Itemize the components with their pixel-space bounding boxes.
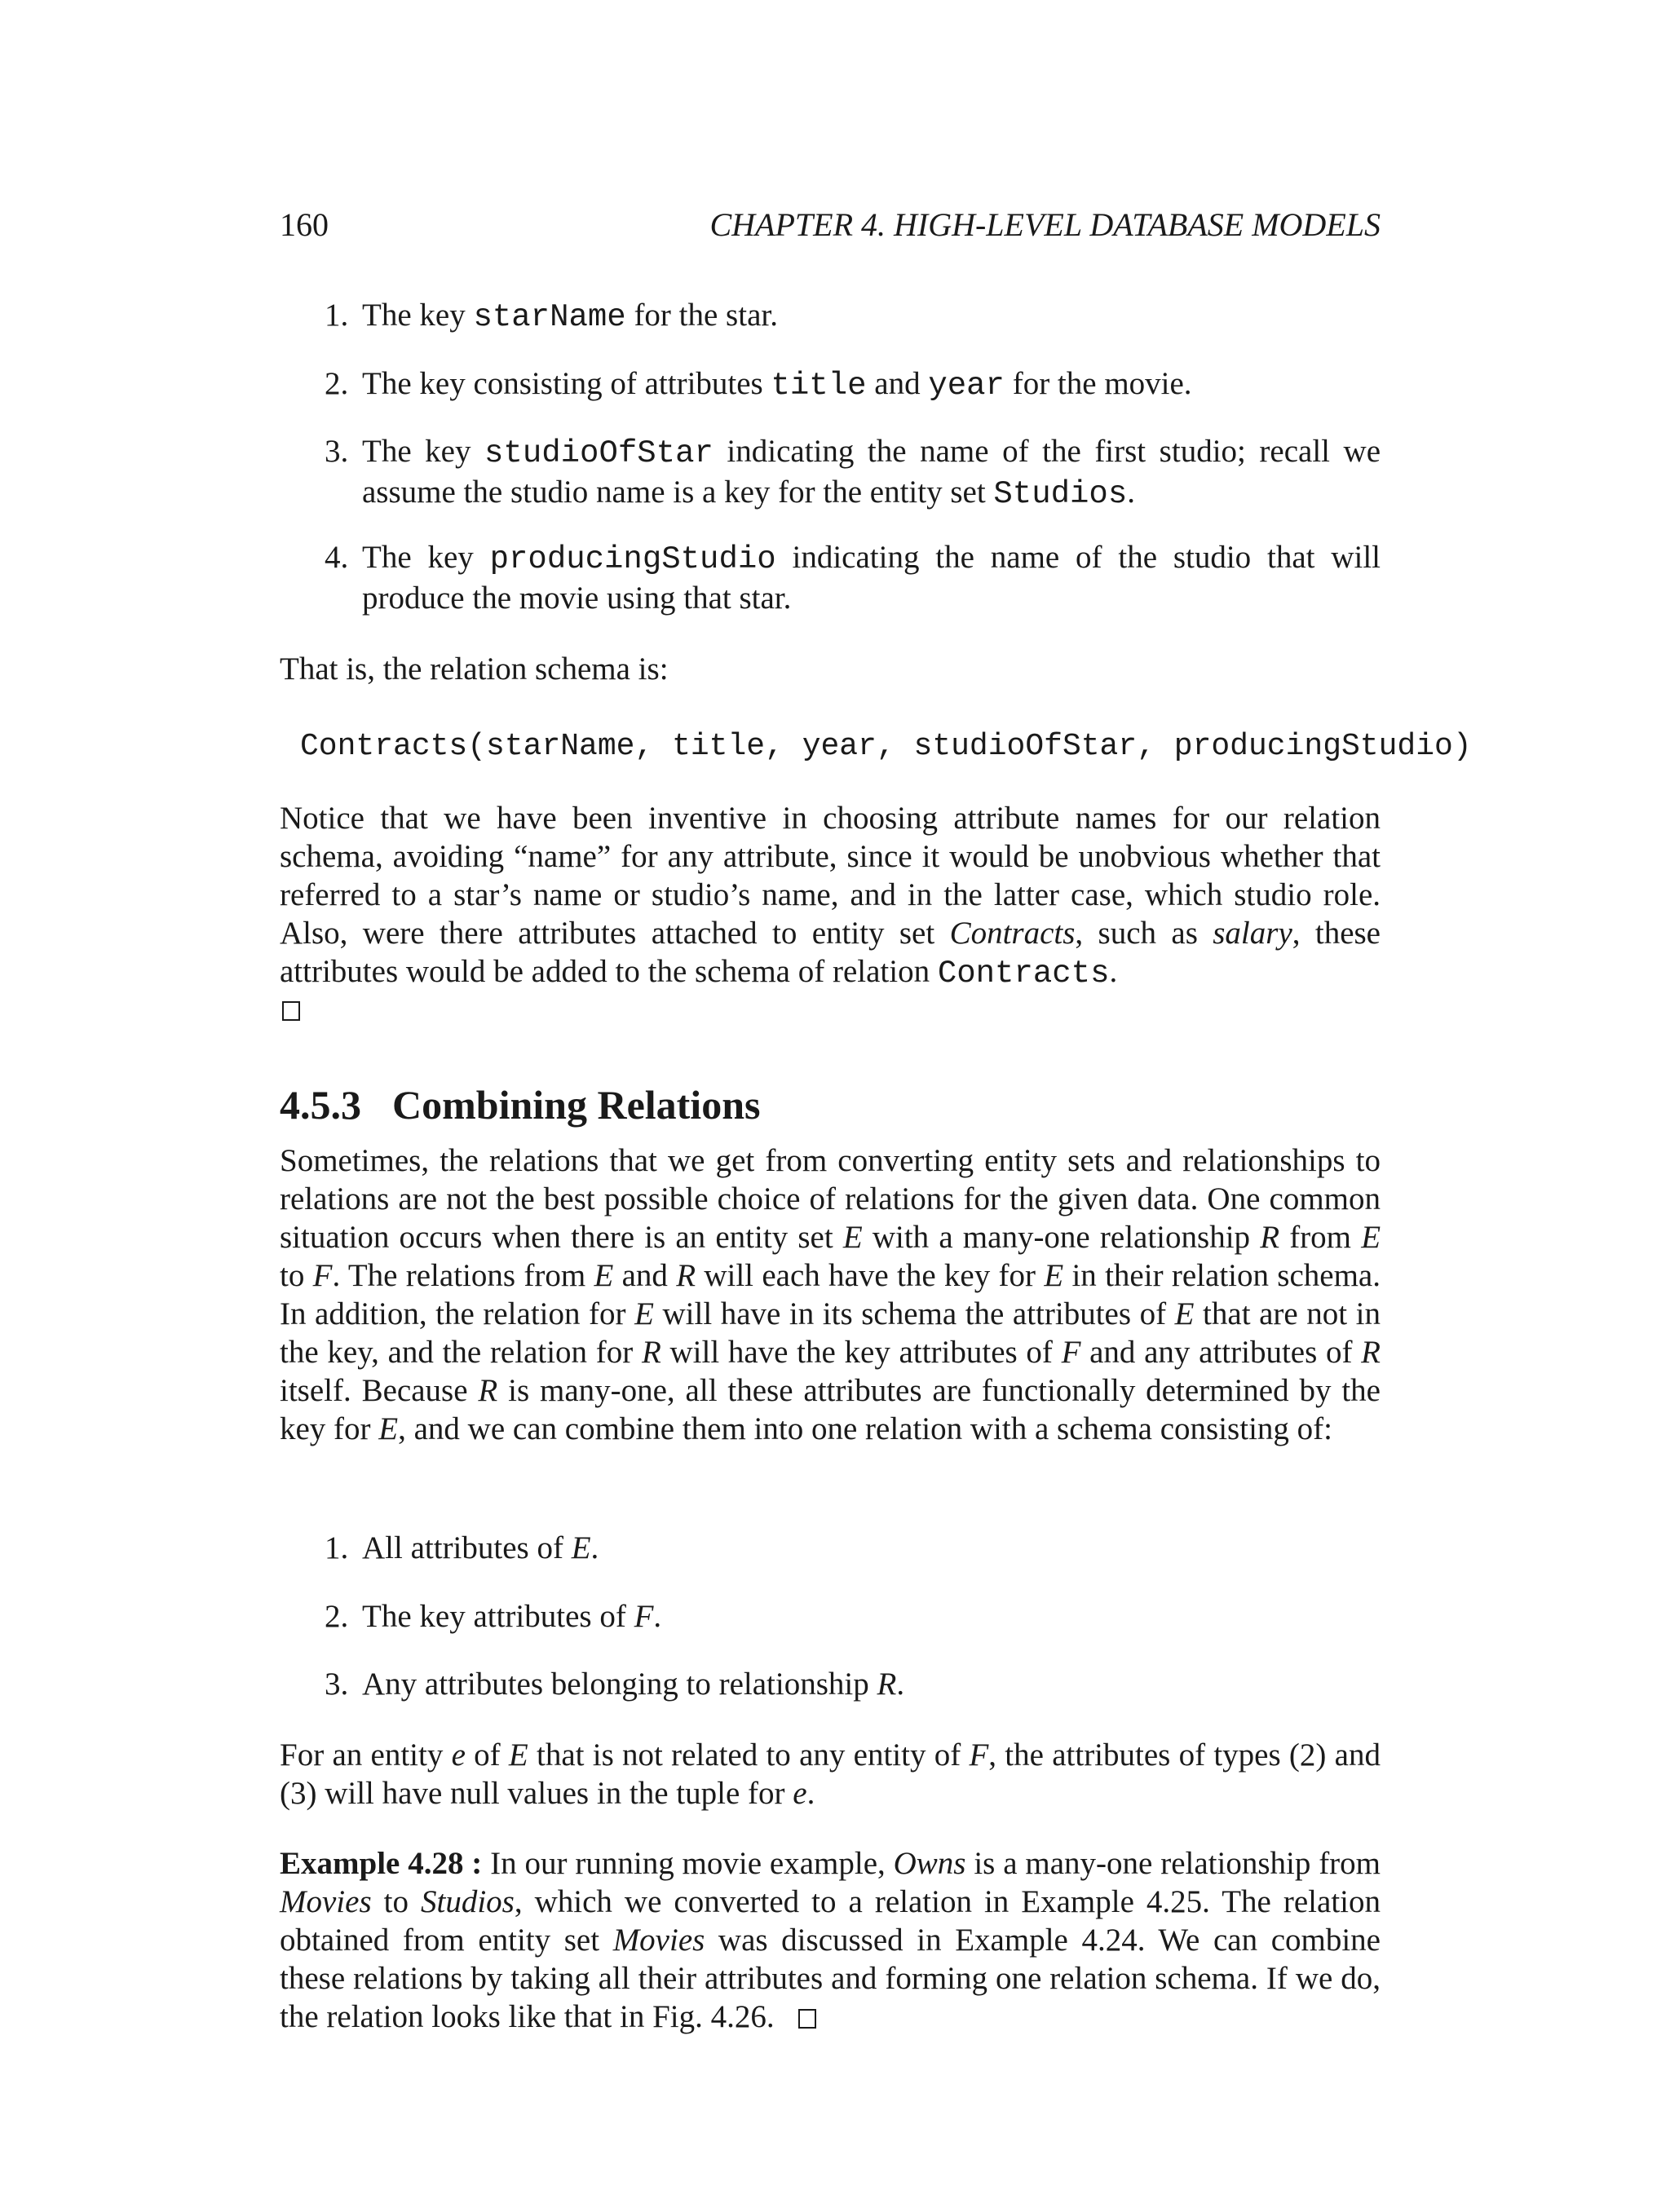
list-item: 2. The key consisting of attributes title and year for the movie. xyxy=(325,366,1192,404)
page-number: 160 xyxy=(280,206,329,243)
notice-paragraph: Notice that we have been inventive in choosing attribute names for our relation schema, avoiding “name” for any attribute, since it would be unobvious whether that referred to a star’s name or studio’s name, and in the latter case, which studio role. Also, were there attributes attached to entity set Contracts, such as salary, these attributes would be added to the schema of relation Contracts. xyxy=(280,801,1381,991)
entity-paragraph: For an entity e of E that is not related to any entity of F, the attributes of types (2) and (3) will have null values in the tuple for e. xyxy=(280,1737,1381,1811)
list-item: 1. The key starName for the star. xyxy=(325,298,778,335)
list-item: 4. The key producingStudio indicating the name of the studio that will produce the movie using that star. xyxy=(325,540,1381,616)
section-title: Combining Relations xyxy=(392,1082,761,1128)
end-of-example-icon xyxy=(282,1001,300,1022)
intro-line: That is, the relation schema is: xyxy=(280,651,669,687)
relation-schema: Contracts(starName, title, year, studioOfStar, producingStudio) xyxy=(300,729,1472,764)
section-number: 4.5.3 xyxy=(280,1082,361,1128)
chapter-title: CHAPTER 4. HIGH-LEVEL DATABASE MODELS xyxy=(709,206,1381,243)
list-item: 3. The key studioOfStar indicating the name of the first studio; recall we assume the studio name is a key for the entity set Studios. xyxy=(325,434,1381,512)
combining-paragraph: Sometimes, the relations that we get from converting entity sets and relationships to relations are not the best possible choice of relations for the given data. One common situation occurs when there is an entity set E with a many-one relationship R from E to F. The relations from E and R will each have the key for E in their relation schema. In addition, the relation for E will have in its schema the attributes of E that are not in the key, and the relation for R will have the key attributes of F and any attributes of R itself. Because R is many-one, all these attributes are functionally determined by the key for E, and we can combine them into one relation with a schema consisting of: xyxy=(280,1143,1381,1446)
section-heading xyxy=(280,1080,760,1129)
example-label: Example 4.28 : xyxy=(280,1846,483,1881)
end-of-example-icon xyxy=(798,2009,816,2029)
list-item: 1. All attributes of E. xyxy=(325,1530,599,1565)
list-item: 3. Any attributes belonging to relationship R. xyxy=(325,1667,905,1702)
list-item: 2. The key attributes of F. xyxy=(325,1599,662,1634)
example-paragraph: Example 4.28 : In our running movie example, Owns is a many-one relationship from Movies to Studios, which we converted to a relation in Example 4.25. The relation obtained from entity set Movies was discussed in Example 4.24. We can combine these relations by taking all their attributes and forming one relation schema. If we do, the relation looks like that in Fig. 4.26. xyxy=(280,1846,1381,2034)
